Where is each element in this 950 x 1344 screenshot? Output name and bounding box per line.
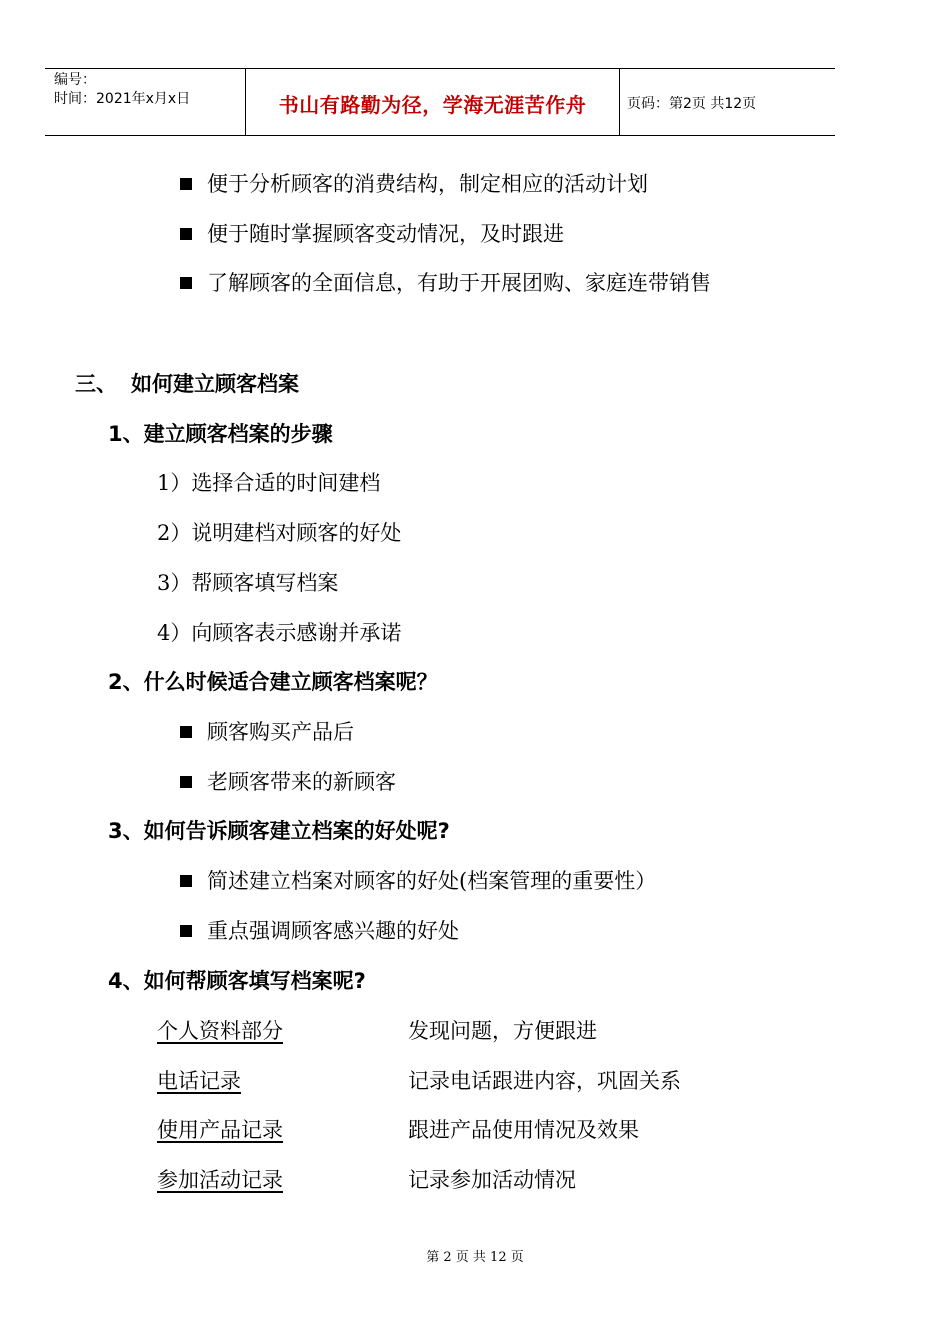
step-item: 2）说明建档对顾客的好处 bbox=[157, 521, 402, 545]
intro-bullet-text: 了解顾客的全面信息，有助于开展团购、家庭连带销售 bbox=[207, 271, 711, 295]
bullet-icon bbox=[180, 228, 192, 240]
record-desc: 记录参加活动情况 bbox=[408, 1168, 576, 1192]
subsection-title: 2、什么时候适合建立顾客档案呢？ bbox=[108, 670, 438, 694]
header-meta bbox=[54, 71, 190, 109]
subsection-title: 4、如何帮顾客填写档案呢? bbox=[108, 969, 366, 993]
bullet-icon bbox=[180, 776, 192, 788]
bullet-icon bbox=[180, 178, 192, 190]
bullet-text: 顾客购买产品后 bbox=[207, 720, 354, 744]
subsection-title: 3、如何告诉顾客建立档案的好处呢? bbox=[108, 819, 450, 843]
subsection-title: 1、建立顾客档案的步骤 bbox=[108, 422, 333, 446]
step-item: 3）帮顾客填写档案 bbox=[157, 571, 339, 595]
bullet-icon bbox=[180, 925, 192, 937]
header-motto: 书山有路勤为径，学海无涯苦作舟 bbox=[278, 93, 587, 117]
record-term: 使用产品记录 bbox=[157, 1118, 283, 1142]
bullet-icon bbox=[180, 726, 192, 738]
bullet-text: 重点强调顾客感兴趣的好处 bbox=[207, 919, 459, 943]
page-footer: 第 2 页 共 12 页 bbox=[426, 1250, 524, 1265]
record-term: 个人资料部分 bbox=[157, 1019, 283, 1043]
step-item: 1）选择合适的时间建档 bbox=[157, 471, 381, 495]
record-term: 电话记录 bbox=[157, 1069, 241, 1093]
record-term: 参加活动记录 bbox=[157, 1168, 283, 1192]
page-header bbox=[45, 68, 835, 136]
step-item: 4）向顾客表示感谢并承诺 bbox=[157, 621, 402, 645]
bullet-icon bbox=[180, 277, 192, 289]
header-page-info: 页码：第2页 共12页 bbox=[627, 96, 757, 112]
section-number: 三、 bbox=[75, 372, 117, 396]
intro-bullet-text: 便于随时掌握顾客变动情况，及时跟进 bbox=[207, 222, 564, 246]
time-label: 时间：2021年x月x日 bbox=[54, 91, 191, 107]
bullet-text: 简述建立档案对顾客的好处(档案管理的重要性） bbox=[207, 869, 657, 893]
record-desc: 记录电话跟进内容，巩固关系 bbox=[408, 1069, 681, 1093]
bullet-text: 老顾客带来的新顾客 bbox=[207, 770, 396, 794]
record-desc: 跟进产品使用情况及效果 bbox=[408, 1118, 639, 1142]
serial-label: 编号： bbox=[54, 72, 96, 88]
intro-bullet-text: 便于分析顾客的消费结构，制定相应的活动计划 bbox=[207, 172, 648, 196]
record-desc: 发现问题，方便跟进 bbox=[408, 1019, 597, 1043]
bullet-icon bbox=[180, 875, 192, 887]
section-title: 如何建立顾客档案 bbox=[131, 372, 299, 396]
